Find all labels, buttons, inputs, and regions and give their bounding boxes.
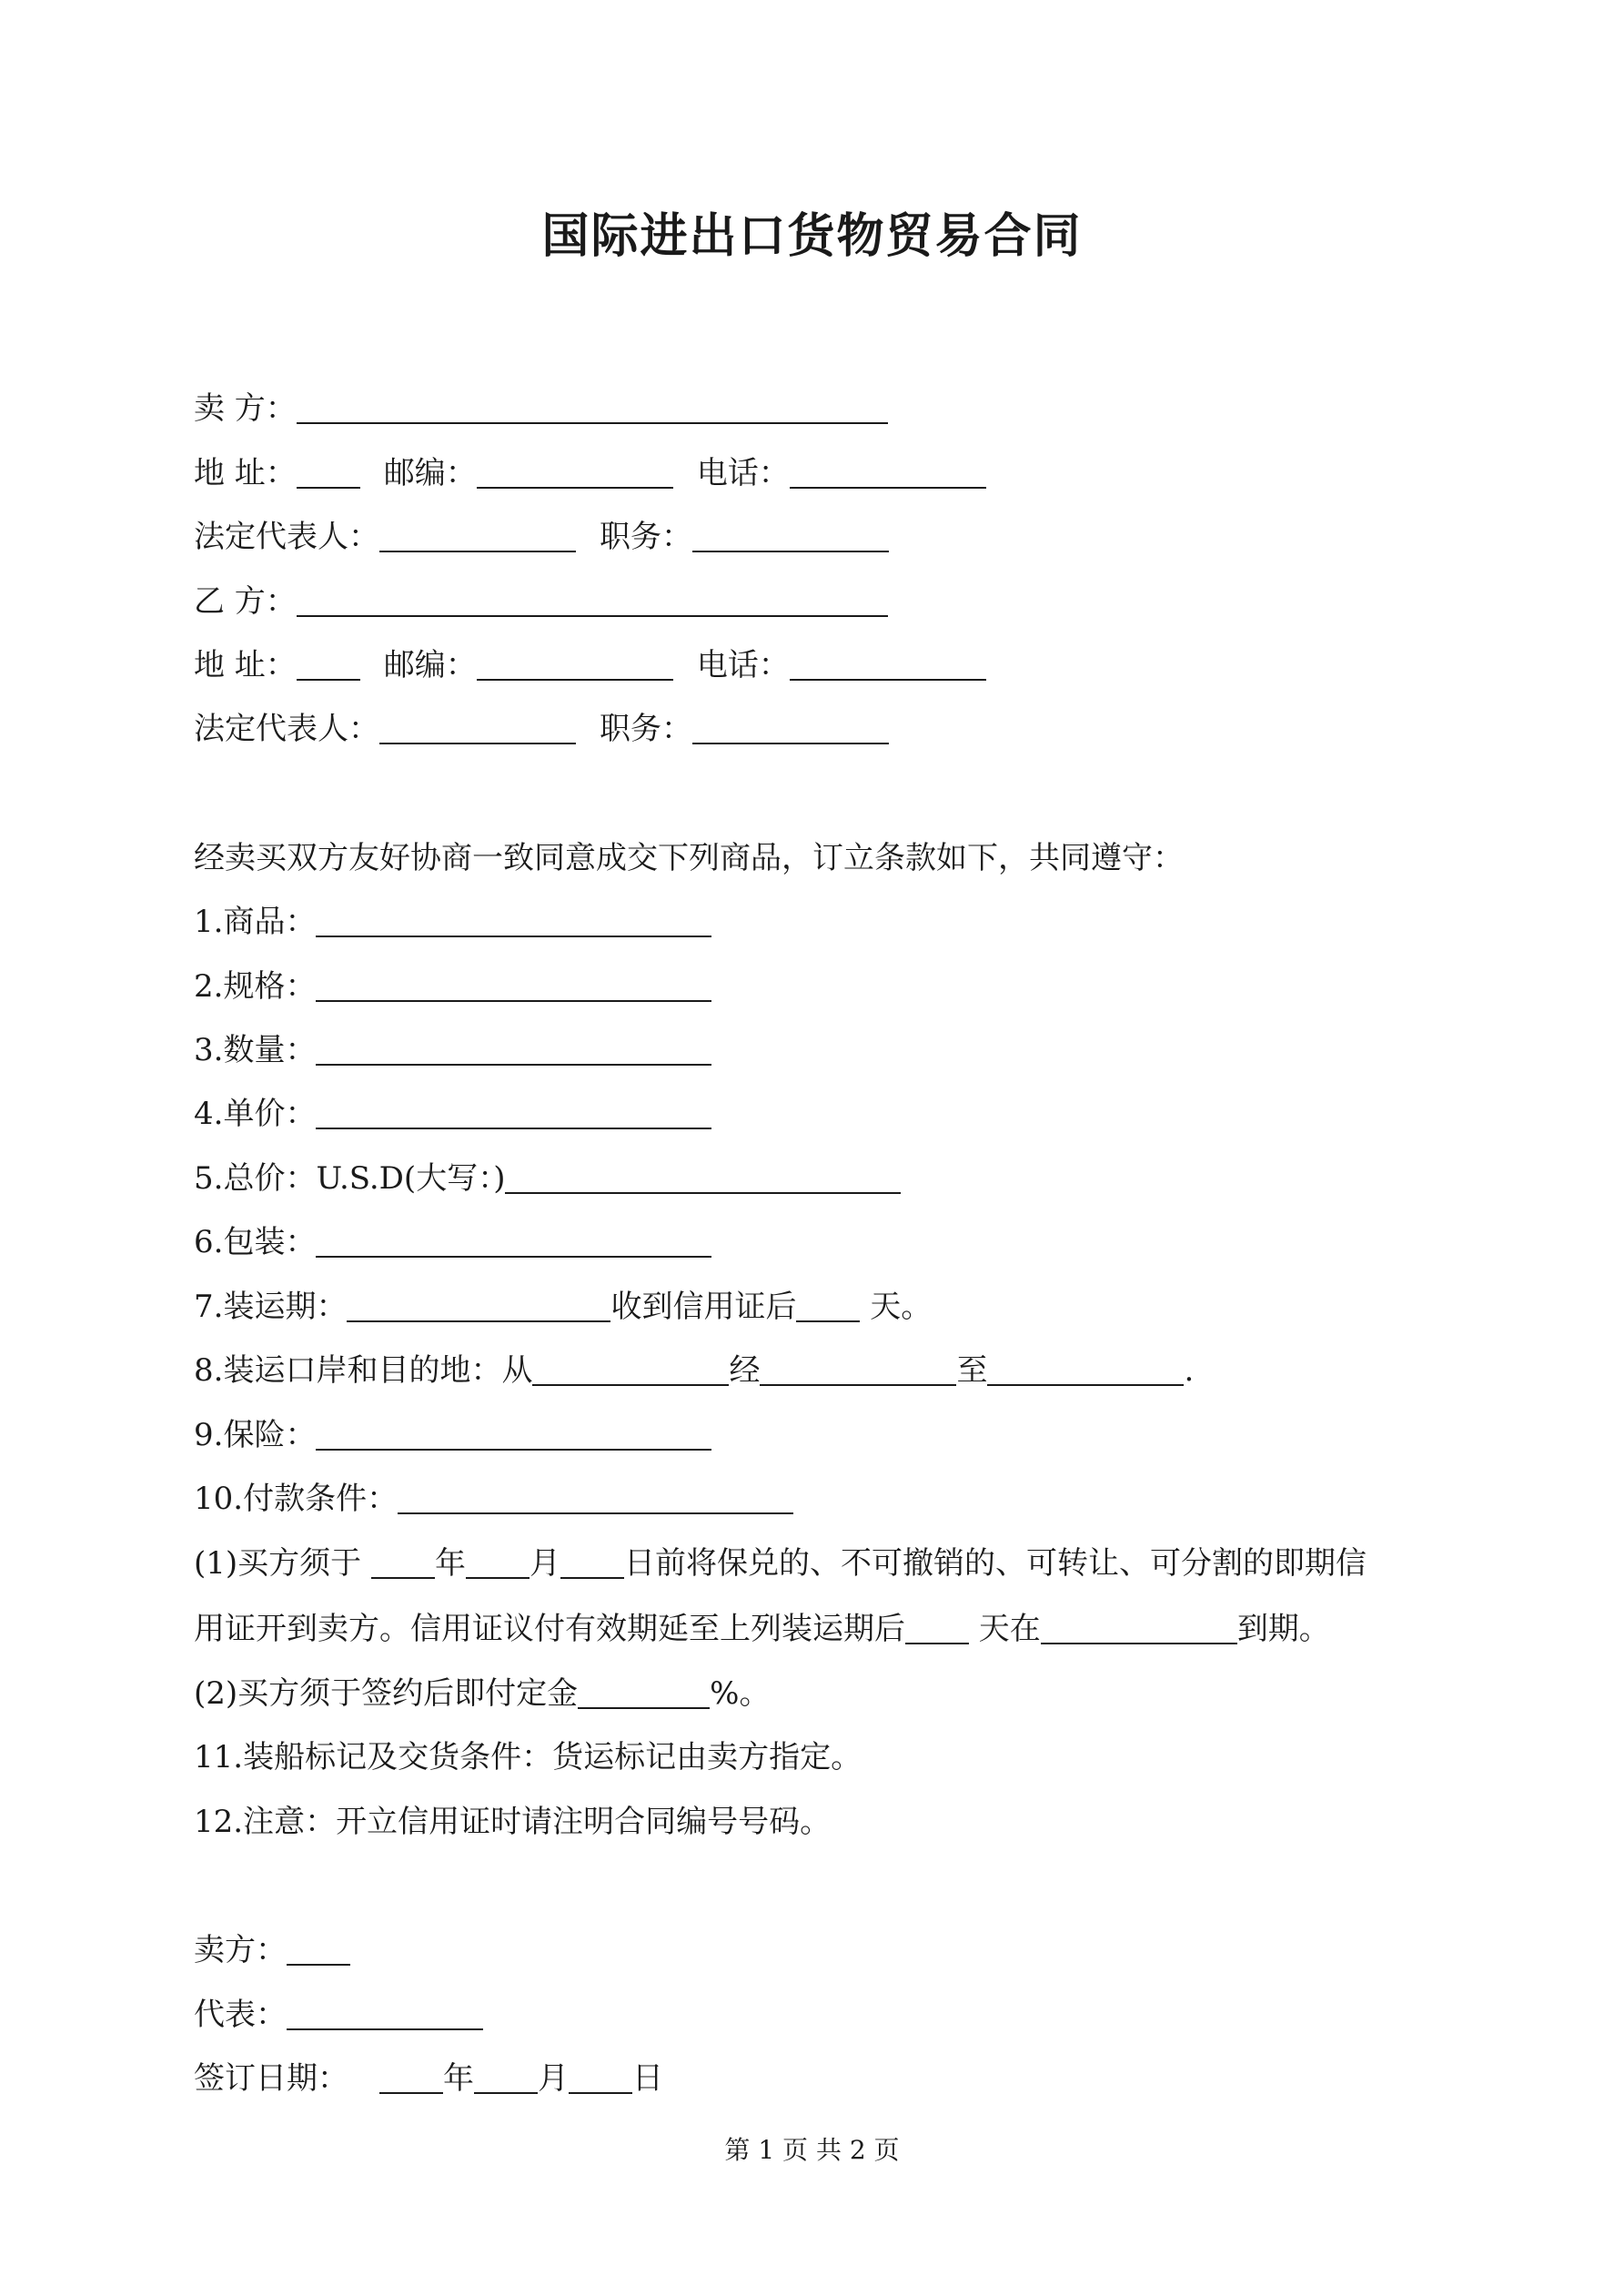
buyer-phone-label: 电话： bbox=[696, 647, 790, 683]
lc-year-label: 年 bbox=[434, 1545, 466, 1582]
clause-9 bbox=[194, 1413, 711, 1457]
lc-validity-days-blank[interactable] bbox=[905, 1613, 969, 1644]
unit-price-blank[interactable] bbox=[316, 1098, 711, 1129]
clause-1-label: 1.商品： bbox=[194, 904, 317, 940]
clause-10-label: 10.付款条件： bbox=[194, 1481, 398, 1517]
signature-date-label: 签订日期： bbox=[194, 2060, 348, 2097]
buyer-name-blank[interactable] bbox=[297, 586, 888, 617]
sign-month-blank[interactable] bbox=[474, 2063, 538, 2094]
buyer-address-label: 地 址： bbox=[194, 647, 297, 683]
clause-6 bbox=[194, 1220, 711, 1264]
spec-blank[interactable] bbox=[316, 971, 711, 1002]
buyer-postcode-blank[interactable] bbox=[477, 650, 673, 681]
buyer-postcode-label: 邮编： bbox=[383, 647, 477, 683]
signature-seller-blank[interactable] bbox=[287, 1935, 350, 1966]
quantity-blank[interactable] bbox=[316, 1035, 711, 1066]
clause-8-label: 8.装运口岸和目的地：从 bbox=[194, 1352, 533, 1389]
insurance-blank[interactable] bbox=[316, 1420, 711, 1451]
buyer-address-blank[interactable] bbox=[297, 650, 360, 681]
clause-10 bbox=[194, 1477, 793, 1521]
seller-line bbox=[194, 387, 888, 430]
lc-day-blank[interactable] bbox=[560, 1548, 624, 1579]
lc-month-blank[interactable] bbox=[466, 1548, 530, 1579]
sign-day-label: 日 bbox=[632, 2060, 663, 2097]
seller-name-blank[interactable] bbox=[297, 393, 888, 424]
payment-terms-blank[interactable] bbox=[398, 1483, 793, 1514]
lc-month-label: 月 bbox=[529, 1545, 560, 1582]
clause-7-label: 7.装运期： bbox=[194, 1289, 348, 1325]
clause-8-via: 经 bbox=[729, 1352, 761, 1389]
sign-year-blank[interactable] bbox=[379, 2063, 443, 2094]
buyer-line bbox=[194, 580, 888, 623]
clause-5-label: 5.总价：U.S.D(大写：) bbox=[194, 1160, 506, 1197]
port-to-blank[interactable] bbox=[987, 1355, 1184, 1386]
clause-8-end: . bbox=[1184, 1352, 1195, 1389]
deposit-percent-blank[interactable] bbox=[578, 1678, 710, 1709]
seller-label: 卖 方： bbox=[194, 390, 297, 427]
clause-10-1-text: 日前将保兑的、不可撤销的、可转让、可分割的即期信 bbox=[623, 1545, 1367, 1582]
page-number: 第 1 页 共 2 页 bbox=[724, 2135, 900, 2165]
buyer-rep-blank[interactable] bbox=[379, 713, 576, 744]
buyer-position-label: 职务： bbox=[600, 711, 692, 747]
buyer-address-line bbox=[194, 643, 986, 687]
signature-seller bbox=[194, 1928, 350, 1972]
clause-5 bbox=[194, 1157, 901, 1200]
port-from-blank[interactable] bbox=[532, 1355, 729, 1386]
buyer-position-blank[interactable] bbox=[692, 713, 889, 744]
seller-rep-blank[interactable] bbox=[379, 521, 576, 552]
buyer-rep-line bbox=[194, 707, 889, 751]
clause-3 bbox=[194, 1028, 711, 1072]
deposit-label: (2)买方须于签约后即付定金 bbox=[194, 1675, 579, 1712]
goods-blank[interactable] bbox=[316, 906, 711, 937]
clause-3-label: 3.数量： bbox=[194, 1032, 317, 1068]
buyer-label: 乙 方： bbox=[194, 583, 297, 620]
clause-7 bbox=[194, 1285, 932, 1329]
lc-year-blank[interactable] bbox=[371, 1548, 435, 1579]
clause-1 bbox=[194, 900, 711, 944]
clause-2 bbox=[194, 965, 711, 1008]
sign-month-label: 月 bbox=[538, 2060, 569, 2097]
clause-8 bbox=[194, 1349, 1194, 1392]
clause-4-label: 4.单价： bbox=[194, 1096, 317, 1132]
total-price-blank[interactable] bbox=[505, 1163, 901, 1194]
signature-rep-blank[interactable] bbox=[287, 1999, 483, 2030]
signature-seller-label: 卖方： bbox=[194, 1932, 287, 1968]
clause-12: 12.注意：开立信用证时请注明合同编号号码。 bbox=[194, 1804, 832, 1840]
clause-10-2 bbox=[194, 1672, 770, 1715]
clause-11: 11.装船标记及交货条件：货运标记由卖方指定。 bbox=[194, 1739, 862, 1775]
seller-address-label: 地 址： bbox=[194, 455, 297, 491]
clause-7-end: 天。 bbox=[860, 1289, 933, 1325]
clause-10-1-line-2 bbox=[194, 1607, 1330, 1651]
seller-position-blank[interactable] bbox=[692, 521, 889, 552]
port-via-blank[interactable] bbox=[760, 1355, 956, 1386]
lc-expiry-place-blank[interactable] bbox=[1041, 1613, 1237, 1644]
clause-10-1-continued: 用证开到卖方。信用证议付有效期延至上列装运期后 bbox=[194, 1611, 905, 1647]
signature-date bbox=[194, 2057, 663, 2100]
clause-10-1-line-1 bbox=[194, 1542, 1367, 1585]
sign-day-blank[interactable] bbox=[569, 2063, 632, 2094]
seller-position-label: 职务： bbox=[600, 519, 692, 555]
lc-expiry-label: 到期。 bbox=[1236, 1611, 1330, 1647]
clause-7-text: 收到信用证后 bbox=[610, 1289, 797, 1325]
clause-6-label: 6.包装： bbox=[194, 1224, 317, 1260]
document-title: 国际进出口货物贸易合同 bbox=[541, 208, 1083, 264]
deposit-percent-sign: %。 bbox=[710, 1675, 771, 1712]
clause-4 bbox=[194, 1092, 711, 1136]
seller-rep-line bbox=[194, 515, 889, 559]
signature-rep-label: 代表： bbox=[194, 1997, 287, 2033]
seller-address-blank[interactable] bbox=[297, 458, 360, 489]
seller-phone-label: 电话： bbox=[696, 455, 790, 491]
seller-rep-label: 法定代表人： bbox=[194, 519, 379, 555]
buyer-phone-blank[interactable] bbox=[790, 650, 986, 681]
clause-2-label: 2.规格： bbox=[194, 968, 317, 1005]
seller-phone-blank[interactable] bbox=[790, 458, 986, 489]
seller-postcode-blank[interactable] bbox=[477, 458, 673, 489]
shipment-days-blank[interactable] bbox=[796, 1291, 860, 1322]
signature-representative bbox=[194, 1993, 483, 2037]
seller-address-line bbox=[194, 451, 986, 495]
lc-days-label: 天在 bbox=[969, 1611, 1041, 1647]
seller-postcode-label: 邮编： bbox=[383, 455, 477, 491]
intro-paragraph: 经卖买双方友好协商一致同意成交下列商品，订立条款如下，共同遵守： bbox=[194, 840, 1184, 876]
clause-10-1-prefix: (1)买方须于 bbox=[194, 1545, 371, 1582]
shipment-period-blank[interactable] bbox=[347, 1291, 610, 1322]
packing-blank[interactable] bbox=[316, 1227, 711, 1258]
sign-year-label: 年 bbox=[443, 2060, 474, 2097]
buyer-rep-label: 法定代表人： bbox=[194, 711, 379, 747]
clause-8-to: 至 bbox=[956, 1352, 988, 1389]
clause-9-label: 9.保险： bbox=[194, 1417, 317, 1453]
